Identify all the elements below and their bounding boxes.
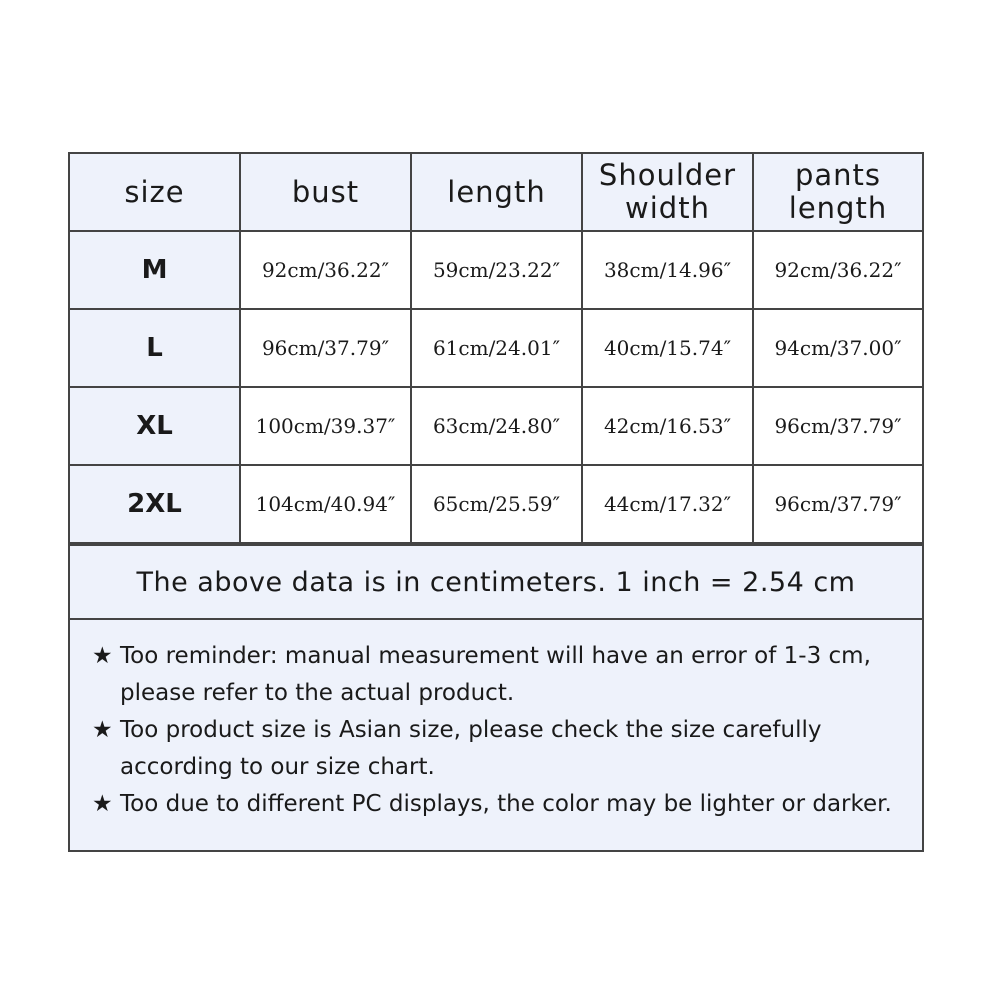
- shoulder-width-cell: 44cm/17.32″: [582, 465, 753, 543]
- size-cell: M: [70, 231, 240, 309]
- reminder-text: Too product size is Asian size, please check the size carefully according to our size chart.: [120, 717, 822, 780]
- header-length: length: [411, 154, 582, 231]
- header-shoulder-width: [582, 154, 753, 231]
- reminder-item: [92, 786, 922, 823]
- shoulder-width-cell: 38cm/14.96″: [582, 231, 753, 309]
- table-row: [70, 387, 922, 465]
- size-cell: L: [70, 309, 240, 387]
- unit-note: The above data is in centimeters. 1 inch = 2.54 cm: [70, 544, 922, 620]
- header-shoulder-width-label: Shoulder width: [598, 158, 737, 225]
- bust-cell: 96cm/37.79″: [240, 309, 411, 387]
- bust-cell: 92cm/36.22″: [240, 231, 411, 309]
- table-row: [70, 465, 922, 543]
- size-chart: [68, 152, 924, 852]
- pants-length-cell: 92cm/36.22″: [753, 231, 922, 309]
- header-size: size: [70, 154, 240, 231]
- pants-length-cell: 96cm/37.79″: [753, 465, 922, 543]
- star-icon: ★: [92, 791, 113, 817]
- bust-cell: 104cm/40.94″: [240, 465, 411, 543]
- size-cell: 2XL: [70, 465, 240, 543]
- shoulder-width-cell: 40cm/15.74″: [582, 309, 753, 387]
- table-row: [70, 309, 922, 387]
- table-header-row: [70, 154, 922, 231]
- size-cell: XL: [70, 387, 240, 465]
- reminder-list: [70, 620, 922, 823]
- size-table: [70, 154, 922, 544]
- shoulder-width-cell: 42cm/16.53″: [582, 387, 753, 465]
- reminder-text: Too due to different PC displays, the color may be lighter or darker.: [120, 791, 892, 817]
- length-cell: 61cm/24.01″: [411, 309, 582, 387]
- reminder-text: Too reminder: manual measurement will have an error of 1-3 cm, please refer to the actual product.: [120, 643, 871, 706]
- length-cell: 59cm/23.22″: [411, 231, 582, 309]
- reminder-item: [92, 712, 922, 786]
- table-row: [70, 231, 922, 309]
- length-cell: 63cm/24.80″: [411, 387, 582, 465]
- header-pants-length-label: pants length: [788, 158, 888, 225]
- header-pants-length: [753, 154, 922, 231]
- star-icon: ★: [92, 717, 113, 743]
- pants-length-cell: 96cm/37.79″: [753, 387, 922, 465]
- reminder-item: [92, 638, 922, 712]
- bust-cell: 100cm/39.37″: [240, 387, 411, 465]
- length-cell: 65cm/25.59″: [411, 465, 582, 543]
- star-icon: ★: [92, 643, 113, 669]
- pants-length-cell: 94cm/37.00″: [753, 309, 922, 387]
- header-bust: bust: [240, 154, 411, 231]
